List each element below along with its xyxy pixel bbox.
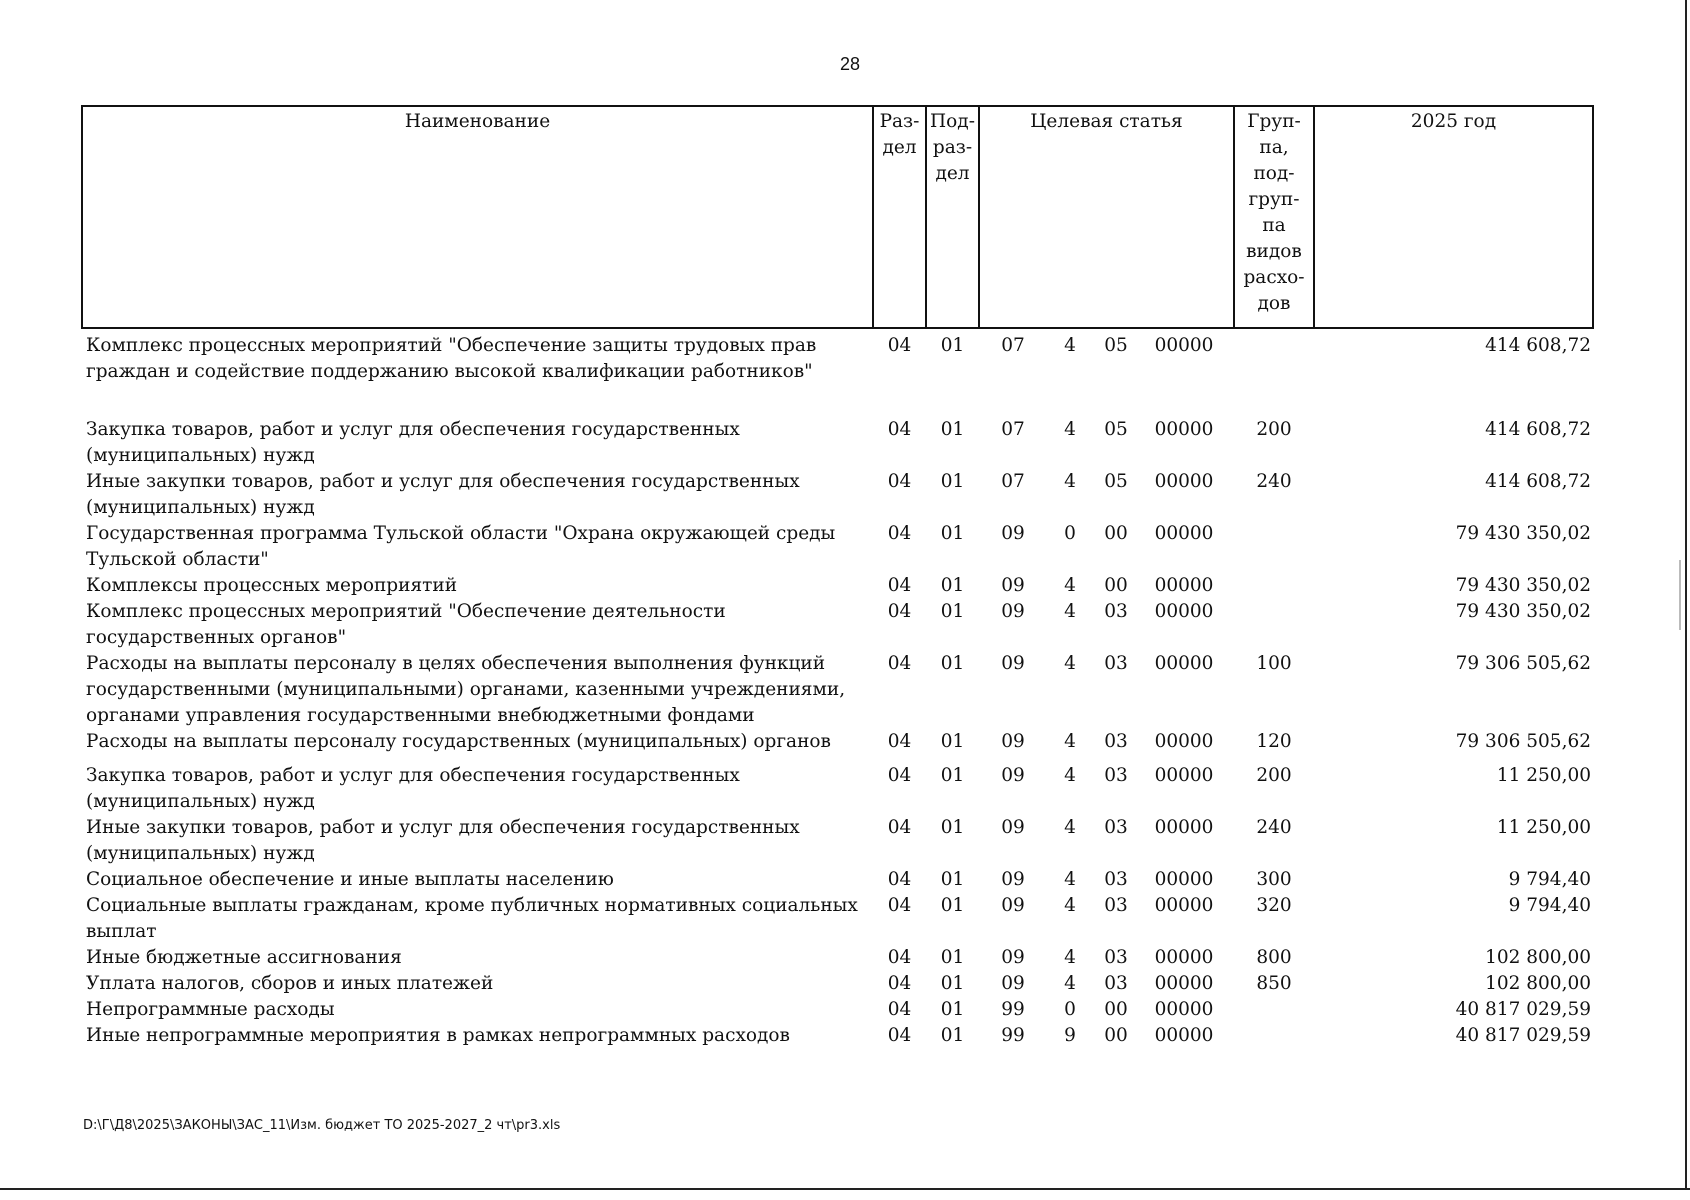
row-target-article <box>979 971 1234 997</box>
target-type: 4 <box>1064 601 1076 622</box>
target-type: 4 <box>1064 575 1076 596</box>
row-name: Расходы на выплаты персоналу государственных (муниципальных) органов <box>86 731 831 752</box>
row-subsection: 01 <box>940 731 965 752</box>
table-header <box>82 106 1593 328</box>
target-program: 99 <box>1001 999 1025 1020</box>
target-subprogram: 03 <box>1104 817 1128 838</box>
row-amount: 40 817 029,59 <box>1455 999 1591 1020</box>
target-subprogram: 05 <box>1104 471 1128 492</box>
row-section: 04 <box>887 653 912 674</box>
row-target-article <box>979 945 1234 971</box>
row-target-article <box>979 997 1234 1023</box>
target-program: 09 <box>1001 731 1025 752</box>
table-row <box>82 599 1593 651</box>
row-expense-group <box>1234 1023 1314 1049</box>
target-type: 4 <box>1064 765 1076 786</box>
row-name: Уплата налогов, сборов и иных платежей <box>86 973 494 994</box>
row-expense-group <box>1234 328 1314 417</box>
row-section: 04 <box>887 1025 912 1046</box>
target-direction: 00000 <box>1154 471 1214 492</box>
row-expense-group: 240 <box>1256 471 1292 492</box>
row-target-article <box>979 469 1234 521</box>
target-direction: 00000 <box>1154 653 1214 674</box>
table-body <box>82 328 1593 1049</box>
target-program: 07 <box>1001 419 1025 440</box>
target-direction: 00000 <box>1154 731 1214 752</box>
row-name: Иные бюджетные ассигнования <box>86 947 402 968</box>
target-type: 9 <box>1064 1025 1076 1046</box>
row-amount: 79 430 350,02 <box>1455 523 1591 544</box>
row-expense-group <box>1234 521 1314 573</box>
header-target-article: Целевая статья <box>979 106 1234 328</box>
row-section: 04 <box>887 335 912 356</box>
row-expense-group: 240 <box>1256 817 1292 838</box>
row-amount: 9 794,40 <box>1508 869 1591 890</box>
row-amount: 102 800,00 <box>1485 973 1591 994</box>
target-direction: 00000 <box>1154 973 1214 994</box>
row-expense-group: 320 <box>1256 895 1292 916</box>
row-section: 04 <box>887 947 912 968</box>
target-subprogram: 03 <box>1104 765 1128 786</box>
target-program: 09 <box>1001 765 1025 786</box>
row-amount: 414 608,72 <box>1485 419 1591 440</box>
row-subsection: 01 <box>940 335 965 356</box>
target-direction: 00000 <box>1154 765 1214 786</box>
row-subsection: 01 <box>940 999 965 1020</box>
target-direction: 00000 <box>1154 947 1214 968</box>
row-subsection: 01 <box>940 765 965 786</box>
row-expense-group: 200 <box>1256 765 1292 786</box>
table-row <box>82 1023 1593 1049</box>
row-name: Комплексы процессных мероприятий <box>86 575 458 596</box>
table-row <box>82 328 1593 417</box>
row-section: 04 <box>887 973 912 994</box>
header-subsection: Под- раз- дел <box>926 106 979 328</box>
table-row <box>82 763 1593 815</box>
row-amount: 79 430 350,02 <box>1455 575 1591 596</box>
row-target-article <box>979 729 1234 763</box>
row-name: Социальное обеспечение и иные выплаты населению <box>86 869 614 890</box>
row-amount: 414 608,72 <box>1485 471 1591 492</box>
row-target-article <box>979 599 1234 651</box>
row-amount: 11 250,00 <box>1496 765 1591 786</box>
row-target-article <box>979 867 1234 893</box>
row-target-article <box>979 651 1234 729</box>
row-name: Расходы на выплаты персоналу в целях обеспечения выполнения функций государственными (муниципальными) органами, казенными учреждениями, органами управления государственными внебюджетными фондами <box>86 653 846 726</box>
row-name: Закупка товаров, работ и услуг для обеспечения государственных (муниципальных) нужд <box>86 765 740 812</box>
row-subsection: 01 <box>940 869 965 890</box>
row-subsection: 01 <box>940 653 965 674</box>
page-frame-bottom <box>0 1188 1690 1190</box>
row-section: 04 <box>887 731 912 752</box>
row-expense-group <box>1234 573 1314 599</box>
row-subsection: 01 <box>940 947 965 968</box>
target-type: 4 <box>1064 895 1076 916</box>
table-row <box>82 573 1593 599</box>
row-section: 04 <box>887 869 912 890</box>
target-subprogram: 00 <box>1104 1025 1128 1046</box>
row-name: Комплекс процессных мероприятий "Обеспечение деятельности государственных органов" <box>86 601 726 648</box>
table-row <box>82 971 1593 997</box>
target-type: 4 <box>1064 947 1076 968</box>
row-name: Иные закупки товаров, работ и услуг для обеспечения государственных (муниципальных) нужд <box>86 817 800 864</box>
target-direction: 00000 <box>1154 869 1214 890</box>
table-row <box>82 469 1593 521</box>
row-section: 04 <box>887 895 912 916</box>
table-row <box>82 815 1593 867</box>
row-name: Закупка товаров, работ и услуг для обеспечения государственных (муниципальных) нужд <box>86 419 740 466</box>
target-subprogram: 03 <box>1104 869 1128 890</box>
target-subprogram: 03 <box>1104 973 1128 994</box>
target-direction: 00000 <box>1154 601 1214 622</box>
target-subprogram: 03 <box>1104 947 1128 968</box>
target-subprogram: 00 <box>1104 999 1128 1020</box>
page-number: 28 <box>839 54 861 74</box>
target-type: 4 <box>1064 471 1076 492</box>
row-amount: 79 306 505,62 <box>1455 653 1591 674</box>
header-expense-group: Груп- па, под- груп- па видов расхо- дов <box>1234 106 1314 328</box>
target-type: 0 <box>1064 999 1076 1020</box>
row-target-article <box>979 763 1234 815</box>
target-program: 07 <box>1001 335 1025 356</box>
row-amount: 9 794,40 <box>1508 895 1591 916</box>
target-direction: 00000 <box>1154 575 1214 596</box>
table-row <box>82 651 1593 729</box>
row-expense-group: 200 <box>1256 419 1292 440</box>
target-subprogram: 05 <box>1104 419 1128 440</box>
table-row <box>82 729 1593 763</box>
budget-table <box>81 105 1594 1049</box>
row-expense-group <box>1234 997 1314 1023</box>
row-target-article <box>979 521 1234 573</box>
row-subsection: 01 <box>940 471 965 492</box>
target-program: 09 <box>1001 947 1025 968</box>
target-direction: 00000 <box>1154 817 1214 838</box>
row-section: 04 <box>887 765 912 786</box>
target-program: 09 <box>1001 601 1025 622</box>
target-type: 4 <box>1064 973 1076 994</box>
target-program: 07 <box>1001 471 1025 492</box>
row-expense-group: 300 <box>1256 869 1292 890</box>
row-target-article <box>979 893 1234 945</box>
page-frame-right <box>1685 0 1687 1190</box>
target-subprogram: 03 <box>1104 601 1128 622</box>
row-amount: 11 250,00 <box>1496 817 1591 838</box>
header-section: Раз- дел <box>873 106 926 328</box>
target-subprogram: 03 <box>1104 895 1128 916</box>
row-target-article <box>979 328 1234 417</box>
target-program: 09 <box>1001 575 1025 596</box>
row-name: Государственная программа Тульской области "Охрана окружающей среды Тульской области" <box>86 523 836 570</box>
row-target-article <box>979 417 1234 469</box>
row-section: 04 <box>887 601 912 622</box>
target-direction: 00000 <box>1154 1025 1214 1046</box>
header-name: Наименование <box>82 106 873 328</box>
row-name: Иные непрограммные мероприятия в рамках непрограммных расходов <box>86 1025 790 1046</box>
row-subsection: 01 <box>940 575 965 596</box>
row-subsection: 01 <box>940 419 965 440</box>
target-direction: 00000 <box>1154 335 1214 356</box>
target-program: 09 <box>1001 653 1025 674</box>
row-subsection: 01 <box>940 1025 965 1046</box>
row-expense-group: 850 <box>1256 973 1292 994</box>
target-subprogram: 03 <box>1104 653 1128 674</box>
target-subprogram: 00 <box>1104 523 1128 544</box>
row-amount: 414 608,72 <box>1485 335 1591 356</box>
target-type: 4 <box>1064 419 1076 440</box>
row-section: 04 <box>887 999 912 1020</box>
target-type: 4 <box>1064 335 1076 356</box>
target-direction: 00000 <box>1154 523 1214 544</box>
target-type: 4 <box>1064 817 1076 838</box>
target-program: 09 <box>1001 869 1025 890</box>
target-type: 0 <box>1064 523 1076 544</box>
target-type: 4 <box>1064 731 1076 752</box>
row-amount: 79 306 505,62 <box>1455 731 1591 752</box>
row-section: 04 <box>887 575 912 596</box>
table-row <box>82 867 1593 893</box>
row-section: 04 <box>887 419 912 440</box>
row-name: Непрограммные расходы <box>86 999 335 1020</box>
table-row <box>82 945 1593 971</box>
table-row <box>82 417 1593 469</box>
row-subsection: 01 <box>940 817 965 838</box>
target-program: 09 <box>1001 973 1025 994</box>
row-name: Социальные выплаты гражданам, кроме публичных нормативных социальных выплат <box>86 895 858 942</box>
row-name: Иные закупки товаров, работ и услуг для обеспечения государственных (муниципальных) нужд <box>86 471 800 518</box>
row-section: 04 <box>887 471 912 492</box>
target-program: 09 <box>1001 817 1025 838</box>
target-program: 09 <box>1001 895 1025 916</box>
row-name: Комплекс процессных мероприятий "Обеспечение защиты трудовых прав граждан и содействие поддержанию высокой квалификации работников" <box>86 335 817 382</box>
row-expense-group: 800 <box>1256 947 1292 968</box>
table-row <box>82 997 1593 1023</box>
target-direction: 00000 <box>1154 999 1214 1020</box>
header-year: 2025 год <box>1314 106 1593 328</box>
row-subsection: 01 <box>940 523 965 544</box>
row-subsection: 01 <box>940 601 965 622</box>
row-target-article <box>979 1023 1234 1049</box>
row-expense-group <box>1234 599 1314 651</box>
row-amount: 40 817 029,59 <box>1455 1025 1591 1046</box>
target-type: 4 <box>1064 869 1076 890</box>
target-program: 99 <box>1001 1025 1025 1046</box>
target-direction: 00000 <box>1154 895 1214 916</box>
row-expense-group: 100 <box>1256 653 1292 674</box>
row-amount: 79 430 350,02 <box>1455 601 1591 622</box>
row-amount: 102 800,00 <box>1485 947 1591 968</box>
row-target-article <box>979 815 1234 867</box>
row-section: 04 <box>887 817 912 838</box>
row-target-article <box>979 573 1234 599</box>
file-path-footer: D:\Г\Д8\2025\ЗАКОНЫ\ЗАС_11\Изм. бюджет ТО 2025-2027_2 чт\pr3.xls <box>83 1118 561 1133</box>
row-expense-group: 120 <box>1256 731 1292 752</box>
target-subprogram: 05 <box>1104 335 1128 356</box>
target-subprogram: 00 <box>1104 575 1128 596</box>
table-row <box>82 893 1593 945</box>
target-direction: 00000 <box>1154 419 1214 440</box>
row-section: 04 <box>887 523 912 544</box>
target-program: 09 <box>1001 523 1025 544</box>
row-subsection: 01 <box>940 895 965 916</box>
table-row <box>82 521 1593 573</box>
row-subsection: 01 <box>940 973 965 994</box>
target-type: 4 <box>1064 653 1076 674</box>
target-subprogram: 03 <box>1104 731 1128 752</box>
scan-mark <box>1679 560 1681 630</box>
